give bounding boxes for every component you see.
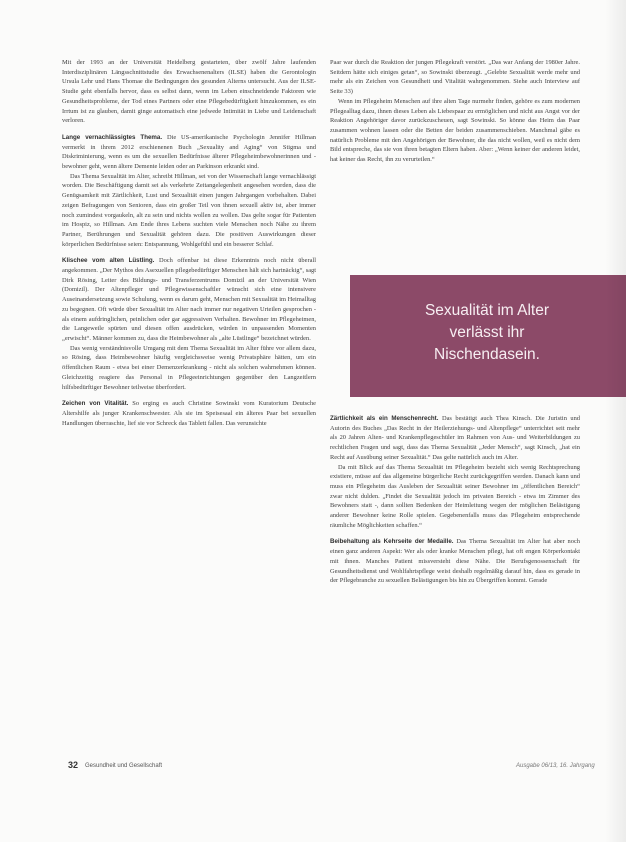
right-bottom-column — [330, 414, 580, 586]
subheading: Beibehaltung als Kehrseite der Medaille. — [330, 538, 454, 546]
subheading: Zärtlichkeit als ein Menschenrecht. — [330, 415, 439, 422]
pull-quote-line: verlässt ihr — [449, 324, 525, 341]
subheading: Klischee vom alten Lüstling. — [62, 257, 155, 265]
paragraph-text: Die US-amerikanische Psychologin Jennifer Hillman vermerkt in ihrem 2012 erschienenen Buch „Sexuality and Aging“ von Stigma und Diskriminierung, wenn es um die sexuellen Bedürfnisse älterer Pflegeheimbewohnerinnen und -bewohner geht, wenn ältere Demente leiden oder an Parkinson erkrankt sind. — [62, 133, 316, 171]
paragraph-with-heading — [330, 537, 580, 586]
paragraph: Da mit Blick auf das Thema Sexualität im Pflegeheim bezieht sich wenig Rechtsprechung existiere, müsse auf das allgemeine bürgerliche Recht zurückgegriffen werden. Danach kann und muss ein Pflegeheim das Ausleben der Sexualität seiner Bewohner im „öffentlichen Bereich“ zwar nicht dulden. „Findet die Sexualität jedoch im privaten Bereich - etwa im Zimmer des Bewohners statt -, dann sollten Bedenken der Heimleitung wegen der möglichen Belästigung anderer Bewohner keine Rolle spielen. Gegebenenfalls muss das Pflegeheim entsprechende räumliche Möglichkeiten schaffen.“ — [330, 463, 580, 529]
paragraph-with-heading — [330, 414, 580, 463]
subheading: Lange vernachlässigtes Thema. — [62, 133, 163, 141]
footer-issue-info: Ausgabe 06/13, 16. Jahrgang — [516, 763, 595, 769]
right-top-column — [330, 58, 580, 165]
paragraph: Wenn im Pflegeheim Menschen auf ihre alten Tage nurmehr finden, gehöre es zum modernen Pflegealltag dazu, ihnen dieses Leben als Liebespaar zu ermöglichen und nicht aus Angst vor der Reaktion Angehöriger davor zurückzuscheuen, sagt Sowinski. So könne das Heim das Paar zusammen wohnen lassen oder die Betten der beiden zusammenschieben. Manchmal gäbe es natürlich Probleme mit den Angehörigen der Bewohner, die das nicht wollen, weil es nicht dem Bild entspreche, das sie von ihren betagten Eltern haben. Aber: „Wenn keiner der anderen leidet, hat keiner das Recht, ihn zu verurteilen.“ — [330, 97, 580, 164]
pull-quote-line: Nischendasein. — [434, 346, 540, 363]
page-number: 32 — [68, 760, 79, 770]
paragraph-with-heading — [62, 256, 316, 343]
pull-quote-line: Sexualität im Alter — [424, 302, 550, 319]
paragraph-text: Das bestätigt auch Thea Kinsch. Die Juristin und Autorin des Buches „Das Recht in der Heilerziehungs- und Altenpflege“ unterrichtet seit mehr als 20 Jahren Alten- und Krankenpflegeschüler im Rahmen von Aus- und Weiterbildungen zu rechtlichen Fragen und sagt, dass das Thema Sexualität „Jeder Mensch“, sagt Kinsch, „hat ein Recht auf Ausübung seiner Sexualität.“ Das gelte natürlich auch im Alter. — [330, 415, 580, 461]
paragraph: Paar war durch die Reaktion der jungen Pflegekraft verstört. „Das war Anfang der 1980er Jahre. Seitdem hätte sich einiges getan“, so Sowinski überzeugt. „Gelebte Sexualität werde mehr und mehr als ein Zeichen von Gesundheit und Vitalität wahrgenommen. Siehe auch Interview auf Seite 33) — [330, 59, 580, 96]
paragraph: Das Thema Sexualität im Alter, schreibt Hillman, sei von der Wissenschaft lange vernachlässigt worden. Die Beschäftigung damit sei als verkehrte Zeitangelegenheit angesehen worden, dass die Genügsamkeit mit Zärtlichkeit, Lust und Sexualität einen jungen Jahrgangen vorbehalten. Dabei zeigen Befragungen von Senioren, dass ein großer Teil von ihnen sexuell aktiv ist, aber immer noch zumindest vorgaukeln, alt zu sein und nichts wollen zu wollen. Das gelte sogar für Patienten im Hospiz, so Hillman. Am Ende ihres Lebens suchten viele Menschen noch Nähe zu ihrem Partner, Berührungen und Sexualität gehören dazu. Die positiven Auswirkungen dieser körperlichen Bedürfnisse seien: Entspannung, Wohlgefühl und ein besserer Schlaf. — [62, 172, 316, 248]
paragraph-with-heading — [62, 133, 316, 172]
paragraph: Mit der 1993 an der Universität Heidelberg gestarteten, über zwölf Jahre laufenden Interdisziplinären Längsschnittstudie des Erwachsenenalters (ILSE) haben die Gerontologin Ursula Lehr und Hans Thomae die Bedingungen des gesunden Alterns untersucht. Aus der ILSE-Studie geht ebenfalls hervor, dass es selbst dann, wenn im Leben einschneidende Faktoren wie Gesundheitsprobleme, der Tod eines Partners oder eine Pflegebedürftigkeit hinzukommen, es ein Irrtum ist zu glauben, damit ginge automatisch eine jedwede Intimität in Liebe und Leidenschaft verloren. — [62, 59, 316, 125]
paragraph: Das wenig verständnisvolle Umgang mit dem Thema Sexualität im Alter führe vor allem dazu, so Rösing, dass Heimbewohner häufig vergleichsweise wenig Privatsphäre hätten, um ein öffentlichen Raum - etwa bei einer Demenzerkrankung - nicht als solchen wahrnehmen können. Gleichzeitig reagiere das Personal in Pflegeeinrichtungen gegenüber den Langzeitlern hilfsbedürftiger Bewohner teilweise überfordert. — [62, 344, 316, 391]
paragraph-with-heading — [62, 399, 316, 428]
pull-quote-box — [350, 275, 626, 397]
pull-quote-text — [364, 300, 610, 366]
subheading: Zeichen von Vitalität. — [62, 400, 129, 408]
paragraph-text: Doch offenbar ist diese Erkenntnis noch nicht überall angekommen. „Der Mythos des Asexuellen pflegebedürftiger Menschen hält sich hartnäckig“, sagt Dirk Rösing, Leiter des Bildungs- und Transferzentrums Domizil an der Universität Wien (Domizil). Der Altenpfleger und Pflegewissenschaftler wünscht sich eine intensivere Auseinandersetzung sowie Schulung, wenn es darum geht, Menschen mit Sexualität im Heimalltag zu begegnen. Oft würde über Sexualität im Alter nach immer nur negativen Urteilen gesprochen - als einem aufdringlichen, peinlichen oder gar aggressiven Verhalten. Bewohner im Pflegeheimen, die Langeweile spürten und diesen offen ausdrücken, würden in unpassenden Momenten „erwischt“. Männer kommen zu, dass die Heimbewohner als „alte Lüstlinge“ bezeichnet würden. — [62, 257, 316, 342]
paragraph-text: Das Thema Sexualität im Alter hat aber noch einen ganz anderen Aspekt: Wer als oder kranke Menschen pflegt, hat oft engen Körperkontakt mit ihnen. Manches Patient missversteht diese Nähe. Die Berufsgenossenschaft für Gesundheitsdienst und Wohlfahrtspflege weist deshalb regelmäßig darauf hin, dass es gerade in der Pflegebranche zu sexuellen Belästigungen bis hin zu Übergriffen kommt. Gerade — [330, 538, 580, 585]
left-column — [62, 58, 316, 428]
footer-section-name: Gesundheit und Gesellschaft — [85, 763, 163, 769]
paragraph-text: So erging es auch Christine Sowinski vom Kuratorium Deutsche Altershilfe als junger Krankenschwester. Als sie im Speisesaal ein älteres Paar bei sexuellen Handlungen überraschte, lief sie vor Schreck das Tablett fallen. Das verunsichte — [62, 400, 316, 427]
page-edge-shadow — [605, 0, 626, 842]
